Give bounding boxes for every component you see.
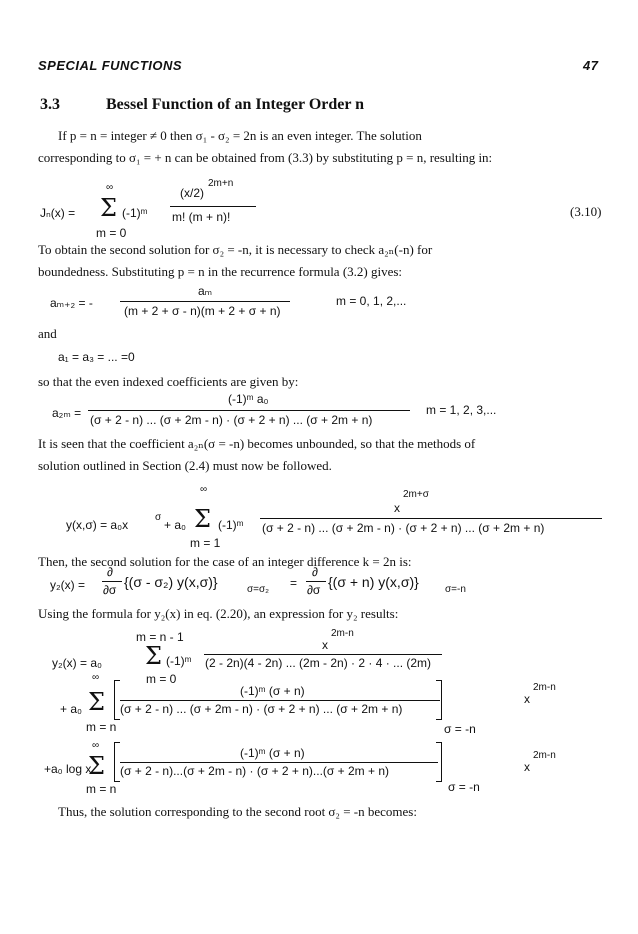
eq-lhs: a₂ₘ = xyxy=(52,406,82,420)
fraction-bar xyxy=(306,581,326,582)
numerator: x xyxy=(322,638,328,652)
paragraph-text: and xyxy=(38,326,57,341)
section-number: 3.3 xyxy=(40,96,60,113)
paragraph-text: Thus, the solution corresponding to the second root σ₂ = -n becomes: xyxy=(58,804,417,819)
summation-sign: Σ xyxy=(194,505,211,533)
running-title: SPECIAL FUNCTIONS xyxy=(38,58,183,73)
derivative-symbol: ∂σ xyxy=(307,583,321,597)
derivative-symbol: ∂ xyxy=(107,565,113,579)
denominator: (m + 2 + σ - n)(m + 2 + σ + n) xyxy=(124,304,281,318)
fraction-bar xyxy=(88,410,410,411)
plus-term: + a₀ xyxy=(60,702,82,716)
sum-lower-limit: m = 0 xyxy=(146,672,177,686)
index-range: m = 1, 2, 3,... xyxy=(426,403,497,417)
eq-lhs: y₂(x) = a₀ xyxy=(52,656,102,670)
fraction-bar xyxy=(120,301,290,302)
exponent: 2m-n xyxy=(331,628,354,639)
paragraph-text: Then, the second solution for the case of an integer difference k = 2n is: xyxy=(38,554,412,569)
numerator: (-1)ᵐ a₀ xyxy=(228,392,269,406)
denominator: (σ + 2 - n) ... (σ + 2m - n) · (σ + 2 + n) ... (σ + 2m + n) xyxy=(120,702,403,716)
paragraph-text: boundedness. Substituting p = n in the recurrence formula (3.2) gives: xyxy=(38,264,403,279)
sum-lower-limit: m = 0 xyxy=(96,226,127,240)
right-bracket xyxy=(436,742,442,782)
fraction-bar xyxy=(170,206,256,207)
fraction-bar xyxy=(120,762,438,763)
exponent: 2m-n xyxy=(533,682,556,693)
exponent: σ xyxy=(155,512,162,523)
derivative-symbol: ∂ xyxy=(312,565,318,579)
page-number: 47 xyxy=(583,58,599,73)
paragraph-text: so that the even indexed coefficients are given by: xyxy=(38,374,299,389)
evaluation-subscript: σ = -n xyxy=(444,722,476,736)
sign-term: (-1)ᵐ xyxy=(122,206,148,220)
paragraph-text: solution outlined in Section (2.4) must now be followed. xyxy=(38,458,332,473)
derivative-symbol: ∂σ xyxy=(103,583,117,597)
numerator: (x/2) xyxy=(180,186,204,200)
fraction-bar xyxy=(102,581,122,582)
sum-lower-limit: m = n xyxy=(86,782,117,796)
plus-term: +a₀ log x xyxy=(44,762,92,776)
sum-lower-limit: m = n xyxy=(86,720,117,734)
paragraph-text: Using the formula for y₂(x) in eq. (2.20), an expression for y₂ results: xyxy=(38,606,399,621)
denominator: (2 - 2n)(4 - 2n) ... (2m - 2n) · 2 · 4 · ... (2m) xyxy=(205,656,432,670)
index-range: m = 0, 1, 2,... xyxy=(336,294,407,308)
section-title: Bessel Function of an Integer Order n xyxy=(106,96,365,113)
eq-lhs: aₘ₊₂ = - xyxy=(50,296,93,310)
sum-upper-limit: ∞ xyxy=(92,740,100,751)
summation-sign: Σ xyxy=(145,642,162,670)
evaluation-subscript: σ = -n xyxy=(448,780,480,794)
paragraph-text: If p = n = integer ≠ 0 then σ₁ - σ₂ = 2n is an even integer. The solution xyxy=(58,128,422,143)
summation-sign: Σ xyxy=(88,752,105,780)
power-term: x xyxy=(524,692,530,706)
denominator: (σ + 2 - n) ... (σ + 2m - n) · (σ + 2 + n) ... (σ + 2m + n) xyxy=(262,521,545,535)
numerator: x xyxy=(394,501,400,515)
paragraph-text: corresponding to σ₁ = + n can be obtained from (3.3) by substituting p = n, resulting in: xyxy=(38,150,493,165)
sign-term: (-1)ᵐ xyxy=(218,518,244,532)
evaluation-subscript: σ=-n xyxy=(445,584,466,595)
fraction-bar xyxy=(120,700,440,701)
sum-upper-limit: ∞ xyxy=(92,672,100,683)
denominator: m! (m + n)! xyxy=(172,210,231,224)
braced-expression: {(σ - σ₂) y(x,σ)} xyxy=(124,574,218,590)
exponent: 2m+n xyxy=(208,178,234,189)
sum-upper-limit: ∞ xyxy=(106,182,114,193)
denominator: (σ + 2 - n) ... (σ + 2m - n) · (σ + 2 + n) ... (σ + 2m + n) xyxy=(90,413,373,427)
sum-lower-limit: m = 1 xyxy=(190,536,221,550)
numerator: (-1)ᵐ (σ + n) xyxy=(240,746,305,760)
braced-expression: {(σ + n) y(x,σ)} xyxy=(328,574,419,590)
summation-sign: Σ xyxy=(100,194,117,222)
paragraph-text: To obtain the second solution for σ₂ = -n, it is necessary to check a₂ₙ(-n) for xyxy=(38,242,433,257)
exponent: 2m+σ xyxy=(403,489,429,500)
equation-label: (3.10) xyxy=(570,204,602,219)
equals-sign: = xyxy=(290,576,298,590)
summation-sign: Σ xyxy=(88,688,105,716)
paragraph-text: It is seen that the coefficient a₂ₙ(σ = -n) becomes unbounded, so that the methods of xyxy=(38,436,476,451)
sum-upper-limit: ∞ xyxy=(200,484,208,495)
eq-lhs: Jₙ(x) = xyxy=(40,206,76,220)
exponent: 2m-n xyxy=(533,750,556,761)
plus-term: + a₀ xyxy=(164,518,186,532)
odd-coefficients-zero: a₁ = a₃ = ... =0 xyxy=(58,350,135,364)
power-term: x xyxy=(524,760,530,774)
evaluation-subscript: σ=σ₂ xyxy=(247,584,270,595)
denominator: (σ + 2 - n)...(σ + 2m - n) · (σ + 2 + n)...(σ + 2m + n) xyxy=(120,764,390,778)
sign-term: (-1)ᵐ xyxy=(166,654,192,668)
eq-lhs: y₂(x) = xyxy=(50,578,85,592)
fraction-bar xyxy=(204,654,442,655)
fraction-bar xyxy=(260,518,602,519)
numerator: (-1)ᵐ (σ + n) xyxy=(240,684,305,698)
eq-lhs: y(x,σ) = a₀x xyxy=(66,518,129,532)
numerator: aₘ xyxy=(198,284,213,298)
right-bracket xyxy=(436,680,442,720)
sum-upper-limit: m = n - 1 xyxy=(136,630,184,644)
